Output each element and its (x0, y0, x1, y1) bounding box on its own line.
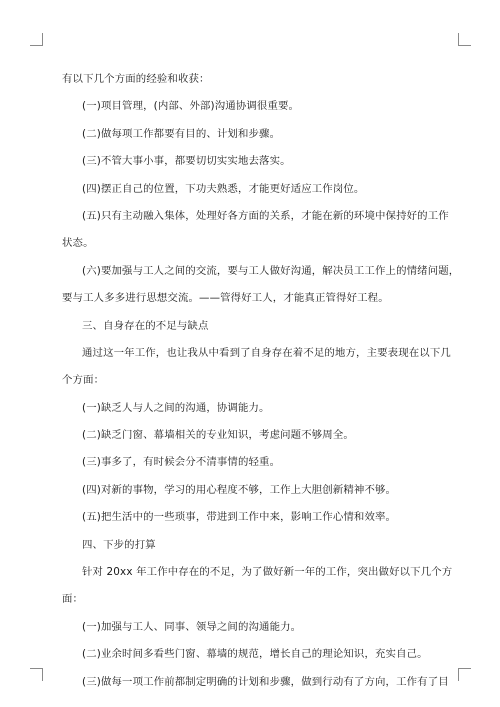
text-line: (六)要加强与工人之间的交流，要与工人做好沟通，解决员工工作上的情绪问题， (82, 264, 460, 277)
text-line: (五)只有主动融入集体，处理好各方面的关系，才能在新的环境中保持好的工作 (82, 209, 449, 222)
document-body (62, 66, 460, 696)
text-line: (一)项目管理，(内部、外部)沟通协调很重要。 (82, 100, 300, 113)
page-corner-mark-bottom-left (30, 668, 43, 681)
text-line: (三)不管大事小事，都要切切实实地去落实。 (82, 155, 291, 168)
page-corner-mark-top-right (458, 33, 471, 46)
text-line: 状态。 (62, 237, 94, 250)
text-line: (三)做每一项工作前都制定明确的计划和步骤，做到行动有了方向，工作有了目 (82, 675, 449, 688)
text-line: 个方面： (62, 374, 105, 387)
text-line: (一)缺乏人与人之间的沟通，协调能力。 (82, 401, 270, 414)
text-line: (三)事多了，有时候会分不清事情的轻重。 (82, 456, 281, 469)
text-line: 面： (62, 593, 84, 606)
text-line: 三、自身存在的不足与缺点 (82, 319, 209, 332)
text-line: (一)加强与工人、同事、领导之间的沟通能力。 (82, 620, 302, 633)
text-line: 要与工人多多进行思想交流。——管得好工人，才能真正管得好工程。 (62, 292, 389, 305)
text-line: 通过这一年工作，也让我从中看到了自身存在着不足的地方，主要表现在以下几 (82, 346, 451, 359)
text-line: (四)摆正自己的位置，下功夫熟悉，才能更好适应工作岗位。 (82, 182, 365, 195)
text-line: (二)缺乏门窗、幕墙相关的专业知识，考虑问题不够周全。 (82, 429, 354, 442)
text-line: (四)对新的事物，学习的用心程度不够，工作上大胆创新精神不够。 (82, 483, 397, 496)
text-line: (二)业余时间多看些门窗、幕墙的规范，增长自己的理论知识，充实自己。 (82, 648, 428, 661)
text-line: 针对 20xx 年工作中存在的不足，为了做好新一年的工作，突出做好以下几个方 (82, 566, 453, 579)
text-line: (二)做每项工作都要有目的、计划和步骤。 (82, 127, 281, 140)
text-line: (五)把生活中的一些琐事，带进到工作中来，影响工作心情和效率。 (82, 511, 397, 524)
text-line: 有以下几个方面的经验和收获： (62, 73, 210, 85)
page-corner-mark-top-left (30, 33, 43, 46)
text-line: 四、下步的打算 (82, 538, 156, 551)
page-corner-mark-bottom-right (458, 668, 471, 681)
